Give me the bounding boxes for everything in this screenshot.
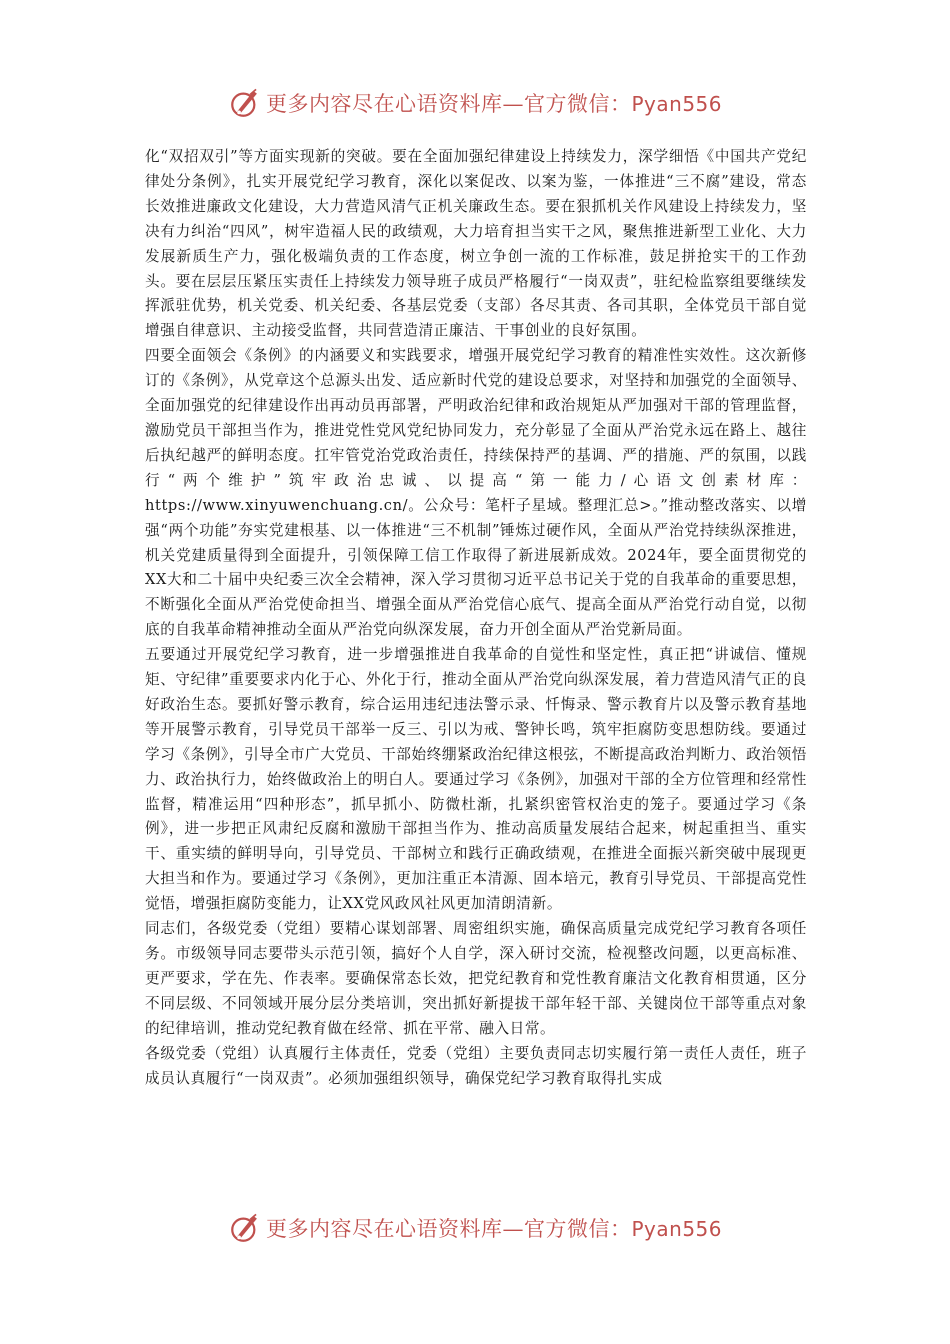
paragraph-2: 四要全面领会《条例》的内涵要义和实践要求，增强开展党纪学习教育的精准性实效性。这次新修订的《条例》，从党章这个总源头出发、适应新时代党的建设总要求，对坚持和加强党的全面领导、全面加强党的纪律建设作出再动员再部署，严明政治纪律和政治规矩从严加强对干部的管理监督，激励党员干部担当作为，推进党性党风党纪协同发力，充分彰显了全面从严治党永远在路上、越往后执纪越严的鲜明态度。扛牢管党治党政治责任，持续保持严的基调、严的措施、严的氛围，以践行“两个维护”筑牢政治忠诚、以提高“第一能力/心语文创素材库：https://www.xinyuwenchuang.cn/。公众号：笔杆子星域。整理汇总>。”推动整改落实、以增强“两个功能”夯实党建根基、以一体推进“三不机制”锤炼过硬作风，全面从严治党持续纵深推进，机关党建质量得到全面提升，引领保障工信工作取得了新进展新成效。2024年，要全面贯彻党的XX大和二十届中央纪委三次全会精神，深入学习贯彻习近平总书记关于党的自我革命的重要思想，不断强化全面从严治党使命担当、增强全面从严治党信心底气、提高全面从严治党行动自觉，以彻底的自我革命精神推动全面从严治党向纵深发展，奋力开创全面从严治党新局面。 [145,347,807,639]
paragraph-1: 化“双招双引”等方面实现新的突破。要在全面加强纪律建设上持续发力，深学细悟《中国共产党纪律处分条例》，扎实开展党纪学习教育，深化以案促改、以案为鉴，一体推进“三不腐”建设，常态长效推进廉政文化建设，大力营造风清气正机关廉政生态。要在狠抓机关作风建设上持续发力，坚决有力纠治“四风”，树牢造福人民的政绩观，大力培育担当实干之风，聚焦推进新型工业化、大力发展新质生产力，强化极端负责的工作态度，树立争创一流的工作标准，鼓足拼抢实干的工作劲头。要在层层压紧压实责任上持续发力领导班子成员严格履行“一岗双责”，驻纪检监察组要继续发挥派驻优势，机关党委、机关纪委、各基层党委（支部）各尽其责、各司其职，全体党员干部自觉增强自律意识、主动接受监督，共同营造清正廉洁、干事创业的良好氛围。 [145,148,807,340]
paragraph-5: 各级党委（党组）认真履行主体责任，党委（党组）主要负责同志切实履行第一责任人责任，班子成员认真履行“一岗双责”。必须加强组织领导，确保党纪学习教育取得扎实成 [145,1044,807,1087]
banner-text [266,1213,722,1243]
footer-banner [0,1208,950,1248]
wechat-id: Pyan556 [631,1217,722,1241]
quill-pen-logo-icon [228,86,262,120]
banner-text [266,88,722,118]
wechat-id: Pyan556 [631,92,722,116]
paragraph-4: 同志们，各级党委（党组）要精心谋划部署、周密组织实施，确保高质量完成党纪学习教育各项任务。市级领导同志要带头示范引领，搞好个人自学，深入研讨交流，检视整改问题，以更高标准、更严要求，学在先、作表率。要确保常态长效，把党纪教育和党性教育廉洁文化教育相贯通，区分不同层级、不同领域开展分层分类培训，突出抓好新提拔干部年轻干部、关键岗位干部等重点对象的纪律培训，推动党纪教育做在经常、抓在平常、融入日常。 [145,920,807,1037]
banner-caption: 更多内容尽在心语资料库—官方微信： [265,92,632,116]
document-body [145,145,807,1091]
paragraph-3: 五要通过开展党纪学习教育，进一步增强推进自我革命的自觉性和坚定性，真正把“讲诚信、懂规矩、守纪律”重要要求内化于心、外化于行，推动全面从严治党向纵深发展，着力营造风清气正的良好政治生态。要抓好警示教育，综合运用违纪违法警示录、忏悔录、警示教育片以及警示教育基地等开展警示教育，引导党员干部举一反三、引以为戒、警钟长鸣，筑牢拒腐防变思想防线。要通过学习《条例》，引导全市广大党员、干部始终绷紧政治纪律这根弦，不断提高政治判断力、政治领悟力、政治执行力，始终做政治上的明白人。要通过学习《条例》，加强对干部的全方位管理和经常性监督，精准运用“四种形态”，抓早抓小、防微杜渐，扎紧织密管权治吏的笼子。要通过学习《条例》，进一步把正风肃纪反腐和激励干部担当作为、推动高质量发展结合起来，树起重担当、重实干、重实绩的鲜明导向，引导党员、干部树立和践行正确政绩观，在推进全面振兴新突破中展现更大担当和作为。要通过学习《条例》，更加注重正本清源、固本培元，教育引导党员、干部提高党性觉悟，增强拒腐防变能力，让XX党风政风社风更加清朗清新。 [145,646,807,913]
quill-pen-logo-icon [228,1211,262,1245]
banner-caption: 更多内容尽在心语资料库—官方微信： [265,1217,632,1241]
header-banner [0,83,950,123]
